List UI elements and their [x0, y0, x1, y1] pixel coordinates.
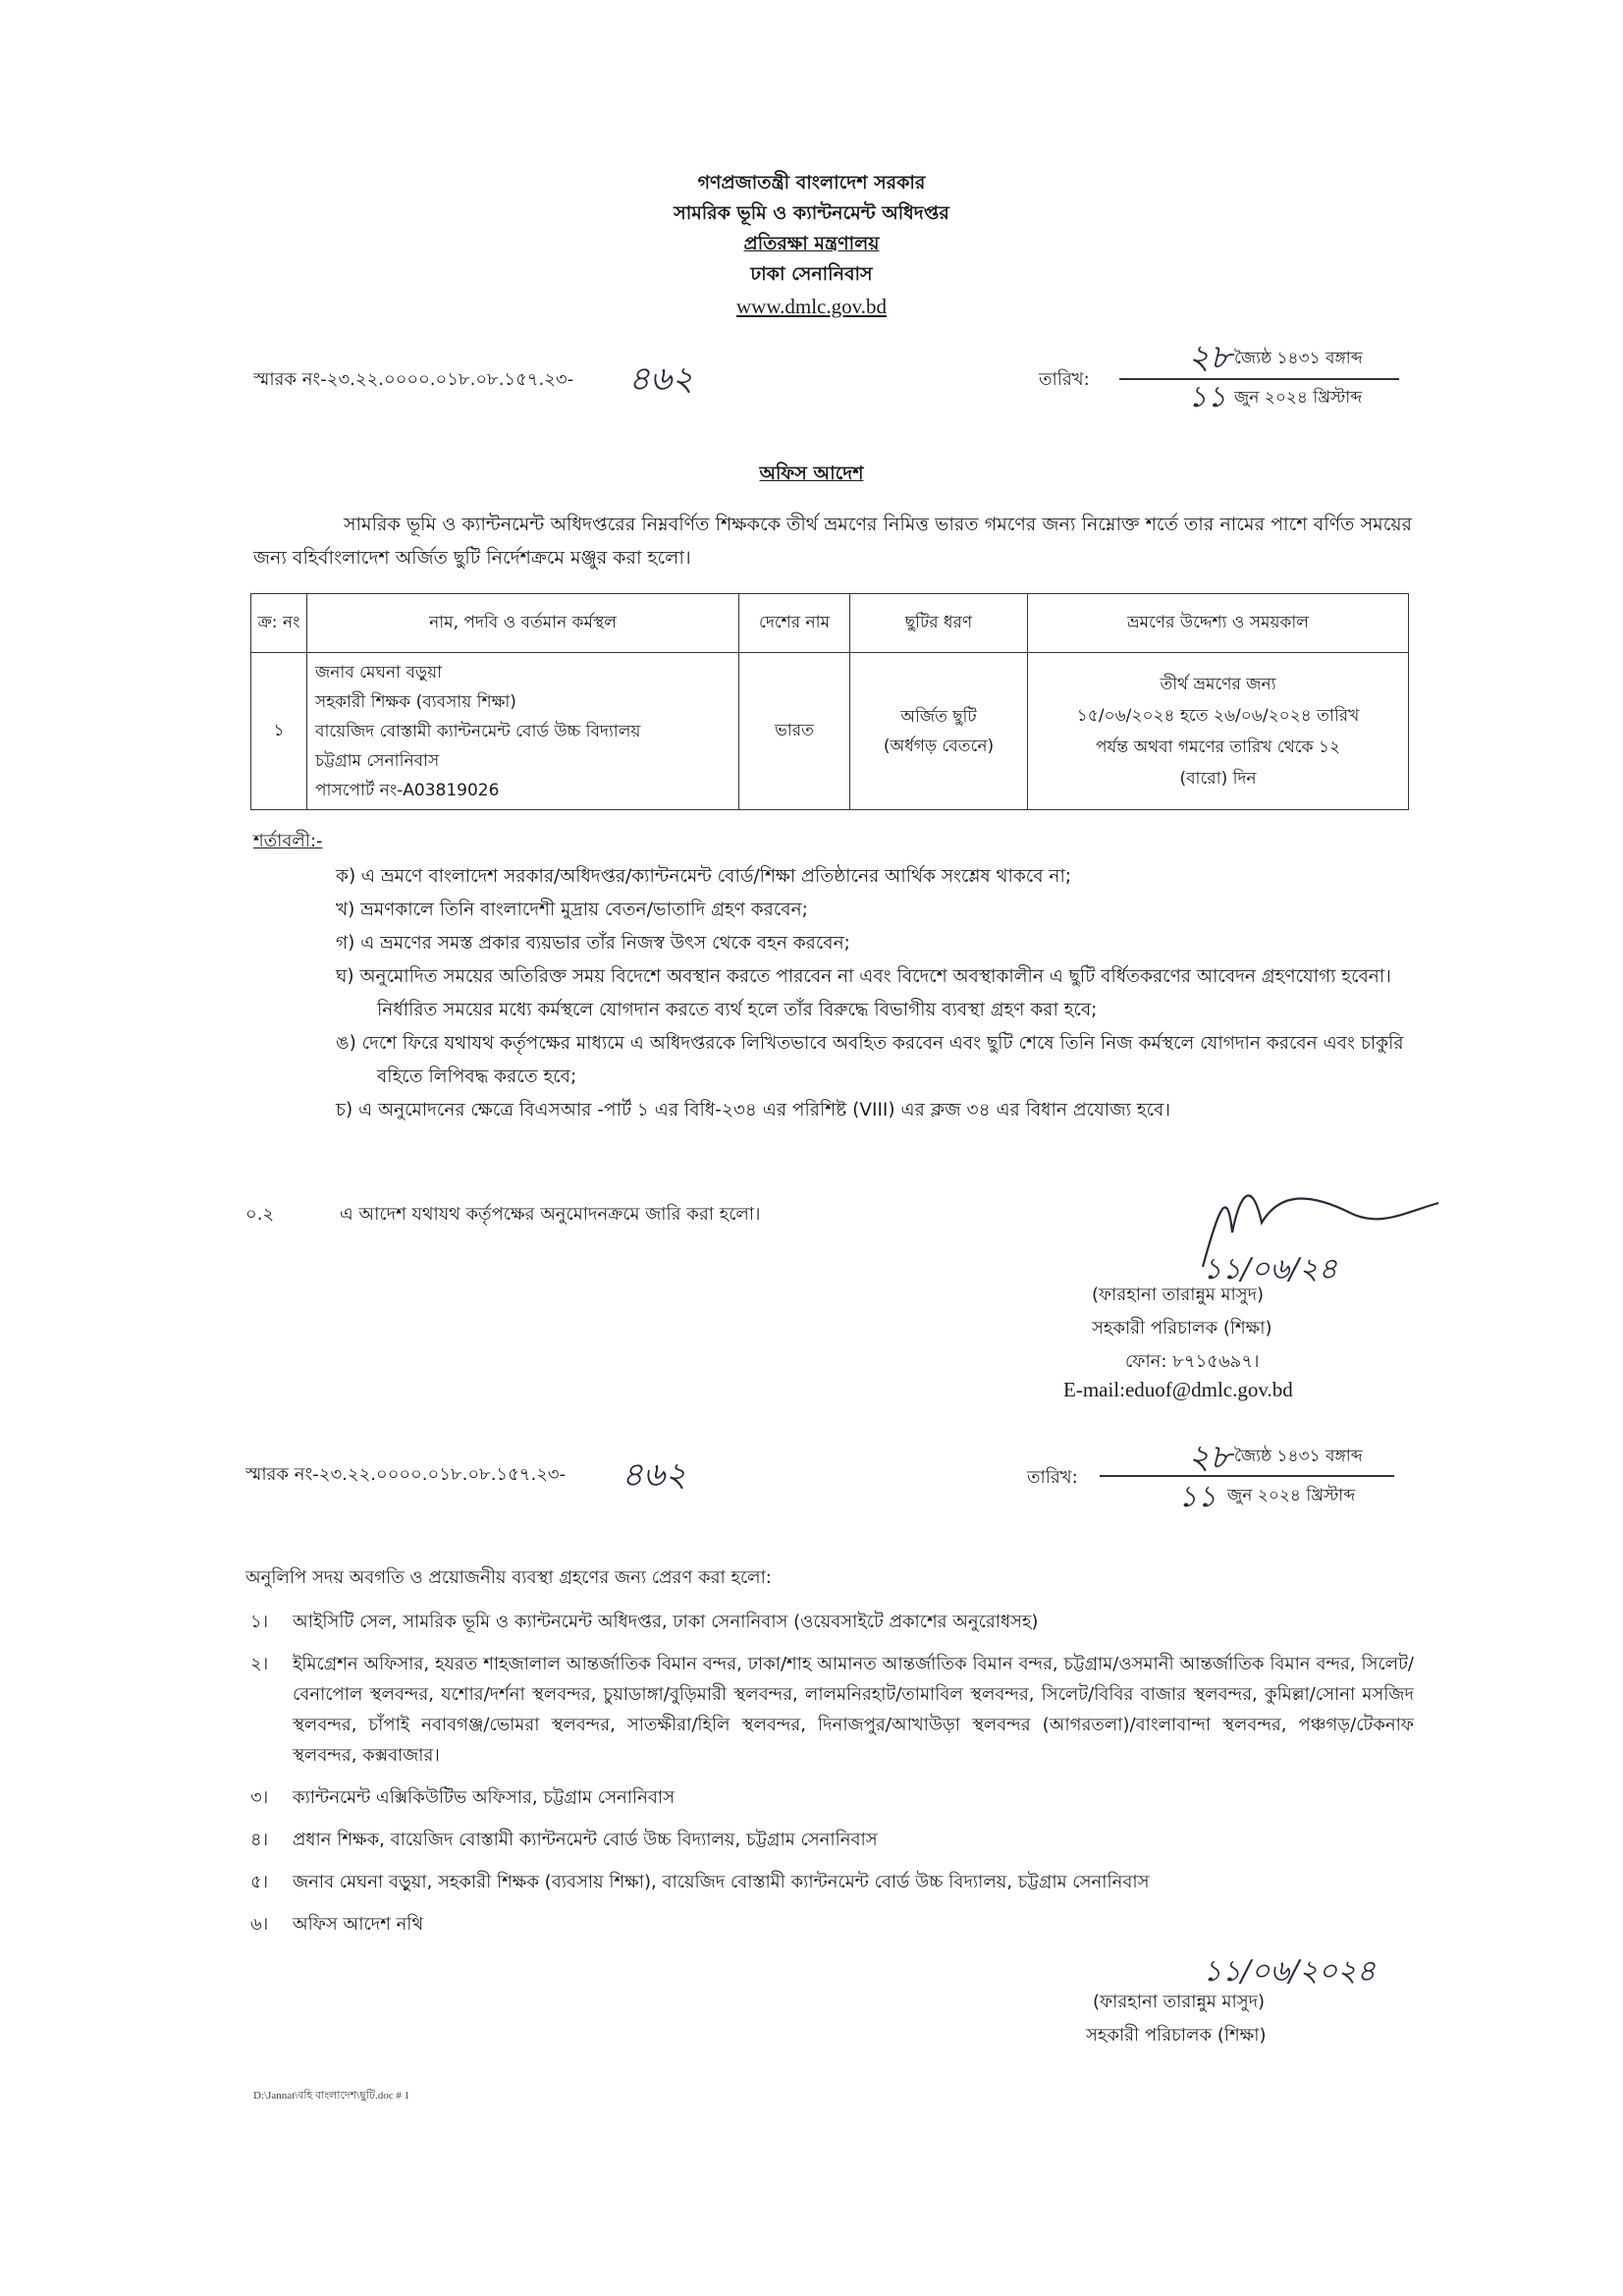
- col-purpose-header: ভ্রমণের উদ্দেশ্য ও সময়কাল: [1028, 594, 1409, 653]
- signature2-date: ১১/০৬/২০২৪: [1203, 1954, 1377, 1989]
- copy-number: ৫।: [250, 1872, 269, 1892]
- col-country-header: দেশের নাম: [739, 594, 850, 653]
- signature1-date: ১১/০৬/২৪: [1203, 1252, 1338, 1286]
- copy-text: ইমিগ্রেশন অফিসার, হযরত শাহজালাল আন্তর্জাতিক বিমান বন্দর, ঢাকা/শাহ আমানত আন্তর্জাতিক বিমান বন্দর, চট্টগ্রাম/ওসমানী আন্তর্জাতিক বিমান বন্দর, সিলেট/বেনাপোল স্থলবন্দর, যশোর/দর্শনা স্থলবন্দর, চুয়াডাঙ্গা/বুড়িমারী স্থলবন্দর, লালমনিরহাট/তামাবিল স্থলবন্দর, সিলেট/বিবির বাজার স্থলবন্দর, কুমিল্লা/সোনা মসজিদ স্থলবন্দর, চাঁপাই নবাবগঞ্জ/ভোমরা স্থলবন্দর, সাতক্ষীরা/হিলি স্থলবন্দর, দিনাজপুর/আখাউড়া স্থলবন্দর (আগরতলা)/বাংলাবান্দা স্থলবন্দর, পঞ্চগড়/টেকনাফ স্থলবন্দর, কক্সবাজার।: [293, 1654, 1414, 1766]
- col-name-header: নাম, পদবি ও বর্তমান কর্মস্থল: [307, 594, 739, 653]
- copy-number: ৩।: [250, 1787, 269, 1808]
- copy-number: ২।: [250, 1654, 269, 1674]
- date-bangla-day: ২৮: [1188, 338, 1232, 377]
- purpose-line-2: ১৫/০৬/২০২৪ হতে ২৬/০৬/২০২৪ তারিখ: [1076, 705, 1360, 726]
- condition-item: ঙ) দেশে ফিরে যথাযথ কর্তৃপক্ষের মাধ্যমে এ অধিদপ্তরকে লিখিতভাবে অবহিত করবেন এবং ছুটি শেষে তিনি নিজ কর্মস্থলে যোগদান করবেন এবং চাকুরি বহিতে লিপিবদ্ধ করতে হবে;: [336, 1033, 1404, 1087]
- teacher-designation: সহকারী শিক্ষক (ব্যবসায় শিক্ষা): [315, 691, 516, 712]
- memo-ref-prefix: স্মারক নং-২৩.২২.০০০০.০১৮.০৮.১৫৭.২৩-: [253, 369, 574, 390]
- copy-item: [250, 1867, 1414, 1897]
- signature2-name: (ফারহানা তারান্নুম মাসুদ): [1093, 1992, 1266, 2012]
- signature1-designation: সহকারী পরিচালক (শিক্ষা): [1092, 1318, 1272, 1339]
- date-divider-2: [1100, 1475, 1394, 1477]
- memo-ref-prefix-2: স্মারক নং-২৩.২২.০০০০.০১৮.০৮.১৫৭.২৩-: [245, 1464, 567, 1485]
- copy-item: [250, 1607, 1414, 1637]
- teacher-name: জনাব মেঘনা বড়ুয়া: [315, 662, 443, 683]
- signature1-name: (ফারহানা তারান্নুম মাসুদ): [1092, 1285, 1265, 1305]
- header-ministry: প্রতিরক্ষা মন্ত্রণালয়: [743, 233, 880, 254]
- date-english-day-2: ১১: [1178, 1480, 1217, 1514]
- purpose-line-4: (বারো) দিন: [1179, 768, 1257, 789]
- copy-intro: অনুলিপি সদয় অবগতি ও প্রয়োজনীয় ব্যবস্থা গ্রহণের জন্য প্রেরণ করা হলো:: [245, 1567, 772, 1588]
- copy-text: অফিস আদেশ নথি: [293, 1914, 424, 1935]
- signature1-phone: ফোন: ৮৭১৫৬৯৭।: [1125, 1351, 1260, 1372]
- leave-table: [250, 593, 1409, 810]
- col-leave-header: ছুটির ধরণ: [850, 594, 1028, 653]
- memo-ref-number: ৪৬২: [628, 359, 694, 399]
- conditions-title: শর্তাবলী:-: [253, 831, 323, 851]
- copy-number: ১।: [250, 1612, 269, 1632]
- copy-item: [250, 1909, 1414, 1940]
- copy-text: জনাব মেঘনা বড়ুয়া, সহকারী শিক্ষক (ব্যবসায় শিক্ষা), বায়েজিদ বোস্তামী ক্যান্টনমেন্ট বোর্ড উচ্চ বিদ্যালয়, চট্টগ্রাম সেনানিবাস: [293, 1872, 1150, 1892]
- signature2-designation: সহকারী পরিচালক (শিক্ষা): [1086, 2025, 1267, 2046]
- conditions-list: [336, 860, 1416, 1127]
- date-bangla-day-2: ২৮: [1188, 1438, 1232, 1477]
- purpose-line-1: তীর্থ ভ্রমণের জন্য: [1160, 674, 1276, 694]
- footer-file-path: D:\Jannat\বহি বাংলাদেশ\ছুটি.doc # 1: [253, 2090, 410, 2102]
- date-bangla: জ্যৈষ্ঠ ১৪৩১ বঙ্গাব্দ: [1234, 349, 1363, 368]
- para2-text: এ আদেশ যথাযথ কর্তৃপক্ষের অনুমোদনক্রমে জারি করা হলো।: [340, 1204, 761, 1225]
- memo-ref-number-2: ৪৬২: [622, 1455, 687, 1495]
- leave-type: অর্জিত ছুটি: [900, 706, 977, 727]
- header-location: ঢাকা সেনানিবাস: [750, 263, 873, 285]
- date-english-day: ১১: [1188, 380, 1226, 414]
- header-government: গণপ্রজাতন্ত্রী বাংলাদেশ সরকার: [697, 172, 926, 193]
- row-purpose-cell: [1028, 653, 1409, 810]
- purpose-line-3: পর্যন্ত অথবা গমণের তারিখ থেকে ১২: [1095, 737, 1340, 757]
- date-label: তারিখ:: [1039, 369, 1090, 390]
- teacher-passport: পাসপোর্ট নং-A03819026: [315, 780, 500, 800]
- copies-list: [250, 1607, 1414, 1940]
- copy-item: [250, 1825, 1414, 1855]
- row-name-cell: [307, 653, 739, 810]
- leave-pay: (অর্ধগড় বেতনে): [883, 736, 995, 756]
- condition-item: চ) এ অনুমোদনের ক্ষেত্রে বিএসআর -পার্ট ১ এর বিধি-২৩৪ এর পরিশিষ্ট (VIII) এর ক্লজ ৩৪ এর বিধান প্রযোজ্য হবে।: [336, 1100, 1170, 1121]
- condition-item: গ) এ ভ্রমণের সমস্ত প্রকার ব্যয়ভার তাঁর নিজস্ব উৎস থেকে বহন করবেন;: [336, 933, 850, 954]
- date-label-2: তারিখ:: [1027, 1467, 1078, 1488]
- row-leave-cell: [850, 653, 1028, 810]
- intro-paragraph: সামরিক ভূমি ও ক্যান্টনমেন্ট অধিদপ্তরের নিম্নবর্ণিত শিক্ষককে তীর্থ ভ্রমণের নিমিত্ত ভারত গমণের জন্য নিম্নোক্ত শর্তে তার নামের পাশে বর্ণিত সময়ের জন্য বহির্বাংলাদেশ অর্জিত ছুটি নির্দেশক্রমে মঞ্জুর করা হলো।: [253, 514, 1412, 569]
- condition-item: ক) এ ভ্রমণে বাংলাদেশ সরকার/অধিদপ্তর/ক্যান্টনমেন্ট বোর্ড/শিক্ষা প্রতিষ্ঠানের আর্থিক সংশ্লেষ থাকবে না;: [336, 866, 1072, 887]
- copy-item: [250, 1782, 1414, 1813]
- condition-item: ঘ) অনুমোদিত সময়ের অতিরিক্ত সময় বিদেশে অবস্থান করতে পারবেন না এবং বিদেশে অবস্থাকালীন এ ছুটি বর্ধিতকরণের আবেদন গ্রহণযোগ্য হবেনা। নির্ধারিত সময়ের মধ্যে কর্মস্থলে যোগদান করতে ব্যর্থ হলে তাঁর বিরুদ্ধে বিভাগীয় ব্যবস্থা গ্রহণ করা হবে;: [336, 966, 1391, 1020]
- date-bangla-2: জ্যৈষ্ঠ ১৪৩১ বঙ্গাব্দ: [1234, 1447, 1363, 1466]
- header-department: সামরিক ভূমি ও ক্যান্টনমেন্ট অধিদপ্তর: [674, 202, 949, 224]
- copy-text: ক্যান্টনমেন্ট এক্সিকিউটিভ অফিসার, চট্টগ্রাম সেনানিবাস: [293, 1787, 675, 1808]
- copy-number: ৬।: [250, 1914, 269, 1935]
- date-english: জুন ২০২৪ খ্রিস্টাব্দ: [1234, 388, 1363, 408]
- row-country: ভারত: [739, 653, 850, 810]
- para2-number: ০.২: [245, 1204, 275, 1225]
- col-serial-header: ক্র: নং: [251, 594, 307, 653]
- copy-text: আইসিটি সেল, সামরিক ভূমি ও ক্যান্টনমেন্ট অধিদপ্তর, ঢাকা সেনানিবাস (ওয়েবসাইটে প্রকাশের অনুরোধসহ): [293, 1612, 1039, 1632]
- copy-item: [250, 1649, 1414, 1771]
- row-serial: ১: [251, 653, 307, 810]
- signature1-email[interactable]: E-mail:eduof@dmlc.gov.bd: [1063, 1378, 1293, 1401]
- date-english-2: জুন ২০২৪ খ্রিস্টাব্দ: [1227, 1486, 1356, 1505]
- teacher-workplace: বায়েজিদ বোস্তামী ক্যান্টনমেন্ট বোর্ড উচ্চ বিদ্যালয়: [315, 721, 641, 741]
- order-title: অফিস আদেশ: [759, 463, 864, 484]
- condition-item: খ) ভ্রমণকালে তিনি বাংলাদেশী মুদ্রায় বেতন/ভাতাদি গ্রহণ করবেন;: [336, 900, 808, 920]
- header-website[interactable]: www.dmlc.gov.bd: [735, 295, 887, 318]
- teacher-location: চট্টগ্রাম সেনানিবাস: [315, 750, 440, 771]
- date-divider: [1119, 378, 1399, 380]
- copy-text: প্রধান শিক্ষক, বায়েজিদ বোস্তামী ক্যান্টনমেন্ট বোর্ড উচ্চ বিদ্যালয়, চট্টগ্রাম সেনানিবাস: [293, 1830, 878, 1850]
- copy-number: ৪।: [250, 1830, 269, 1850]
